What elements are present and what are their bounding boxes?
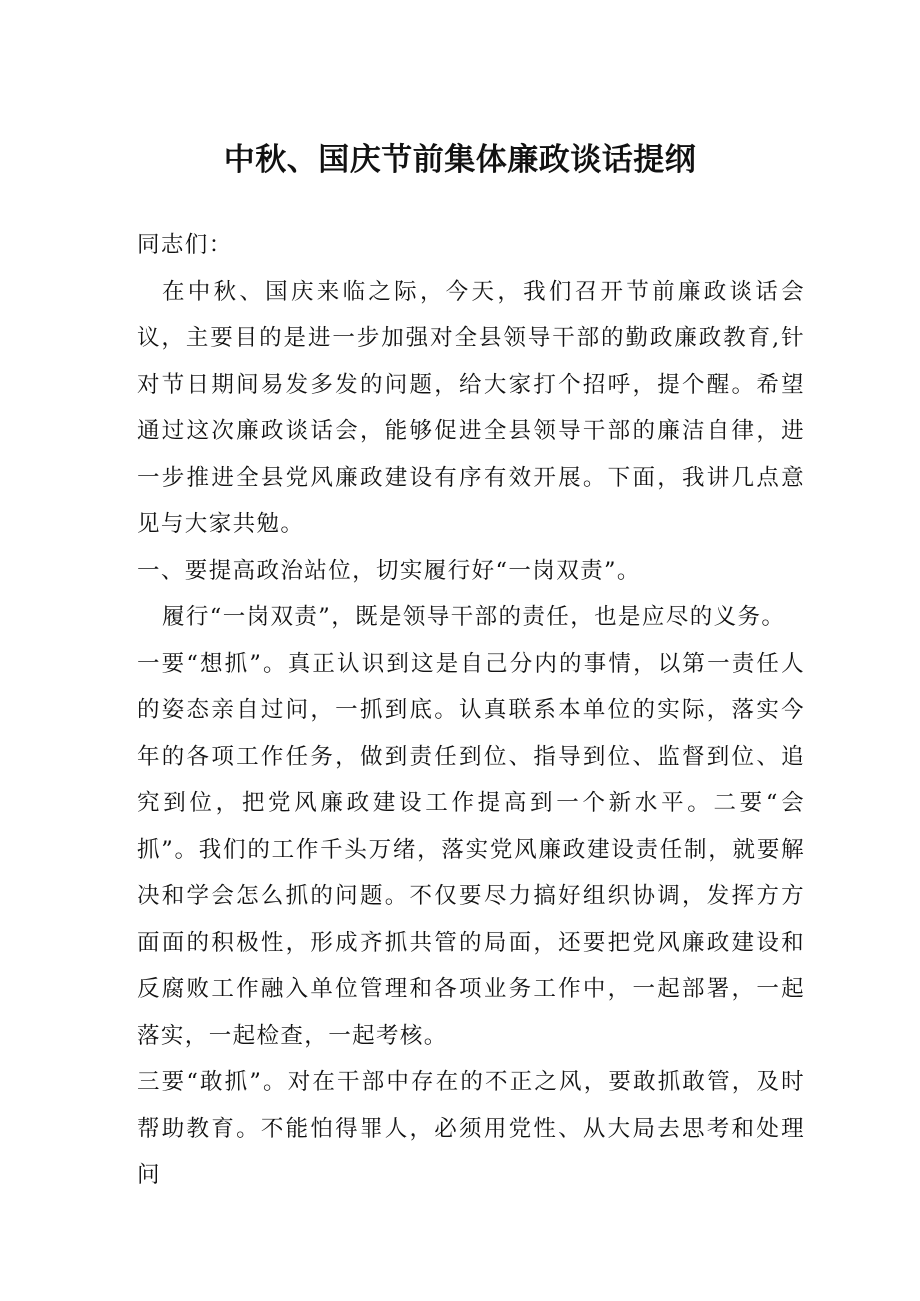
paragraph-ganzhua: 三要“敢抓”。对在干部中存在的不正之风，要敢抓敢管，及时帮助教育。不能怕得罪人，必须用党性、从大局去思考和处理问 (137, 1069, 805, 1188)
section-heading-1: 一、要提高政治站位，切实履行好“一岗双责”。 (137, 557, 641, 584)
salutation: 同志们： (137, 232, 233, 258)
paragraph-yigang-shuangze: 履行“一岗双责”，既是领导干部的责任，也是应尽的义务。 (162, 604, 786, 630)
document-body (137, 222, 805, 1199)
document-title: 中秋、国庆节前集体廉政谈话提纲 (223, 142, 697, 178)
paragraph-intro: 在中秋、国庆来临之际，今天，我们召开节前廉政谈话会议，主要目的是进一步加强对全县领导干部的勤政廉政教育,针对节日期间易发多发的问题，给大家打个招呼，提个醒。希望通过这次廉政谈话会，能够促进全县领导干部的廉洁自律，进一步推进全县党风廉政建设有序有效开展。下面，我讲几点意见与大家共勉。 (137, 278, 805, 537)
paragraph-xiangzhua-huizhua: 一要“想抓”。真正认识到这是自己分内的事情，以第一责任人的姿态亲自过问，一抓到底。认真联系本单位的实际，落实今年的各项工作任务，做到责任到位、指导到位、监督到位、追究到位，把党风廉政建设工作提高到一个新水平。二要“会抓”。我们的工作千头万绪，落实党风廉政建设责任制，就要解决和学会怎么抓的问题。不仅要尽力搞好组织协调，发挥方方面面的积极性，形成齐抓共管的局面，还要把党风廉政建设和反腐败工作融入单位管理和各项业务工作中，一起部署，一起落实，一起检查，一起考核。 (137, 650, 805, 1049)
